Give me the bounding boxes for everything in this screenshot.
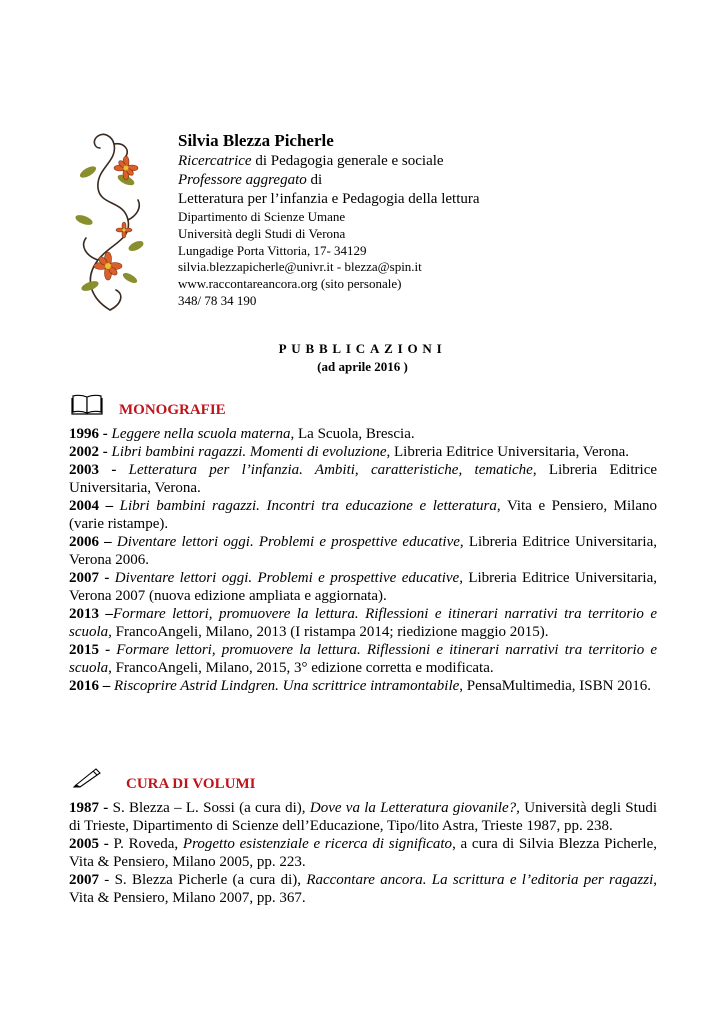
address: Lungadige Porta Vittoria, 17- 34129 bbox=[178, 242, 367, 258]
list-item: 2013 –Formare lettori, promuovere la lettura. Riflessioni e itinerari narrativi tra territorio e scuola, FrancoAngeli, Milano, 2013 (I ristampa 2014; riedizione maggio 2015). bbox=[69, 606, 657, 640]
curatele-heading: CURA DI VOLUMI bbox=[126, 776, 256, 792]
publications-subtitle: (ad aprile 2016 ) bbox=[317, 359, 408, 374]
university: Università degli Studi di Verona bbox=[178, 225, 346, 241]
book-icon bbox=[71, 393, 103, 415]
monografie-list bbox=[69, 425, 657, 695]
list-item: 1996 - Leggere nella scuola materna, La Scuola, Brescia. bbox=[69, 426, 415, 442]
list-item: 2007 - Diventare lettori oggi. Problemi e prospettive educative, Libreria Editrice Universitaria, Verona 2007 (nuova edizione ampliata e aggiornata). bbox=[69, 570, 657, 604]
phone: 348/ 78 34 190 bbox=[178, 292, 257, 308]
author-header bbox=[178, 130, 678, 310]
list-item: 2004 – Libri bambini ragazzi. Incontri tra educazione e letteratura, Vita e Pensiero, Milano (varie ristampe). bbox=[69, 498, 657, 532]
list-item: 2006 – Diventare lettori oggi. Problemi e prospettive educative, Libreria Editrice Universitaria, Verona 2006. bbox=[69, 534, 657, 568]
author-name: Silvia Blezza Picherle bbox=[178, 131, 334, 150]
list-item: 2003 - Letteratura per l’infanzia. Ambiti, caratteristiche, tematiche, Libreria Editrice Universitaria, Verona. bbox=[69, 462, 658, 496]
role-line-1: Ricercatrice di Pedagogia generale e sociale bbox=[178, 153, 444, 169]
department: Dipartimento di Scienze Umane bbox=[178, 209, 346, 224]
list-item: 1987 - S. Blezza – L. Sossi (a cura di), Dove va la Letteratura giovanile?, Università degli Studi di Trieste, Dipartimento di Scienze dell’Educazione, Tipo/lito Astra, Trieste 1987, pp. 238. bbox=[69, 800, 657, 834]
pencil-icon bbox=[72, 766, 102, 788]
monografie-heading: MONOGRAFIE bbox=[119, 402, 226, 418]
subject-line: Letteratura per l’infanzia e Pedagogia della lettura bbox=[178, 191, 480, 207]
floral-ornament bbox=[70, 128, 150, 312]
list-item: 2016 – Riscoprire Astrid Lindgren. Una scrittrice intramontabile, PensaMultimedia, ISBN 2016. bbox=[69, 678, 651, 694]
list-item: 2007 - S. Blezza Picherle (a cura di), Raccontare ancora. La scrittura e l’editoria per ragazzi, Vita & Pensiero, Milano 2007, pp. 367. bbox=[69, 872, 657, 906]
emails: silvia.blezzapicherle@univr.it - blezza@spin.it bbox=[178, 259, 422, 275]
website: www.raccontareancora.org (sito personale) bbox=[178, 276, 402, 292]
publications-title: PUBBLICAZIONI bbox=[278, 341, 447, 356]
role-line-2: Professore aggregato di bbox=[178, 172, 323, 188]
curatele-list bbox=[69, 799, 657, 907]
list-item: 2005 - P. Roveda, Progetto esistenziale e ricerca di significato, a cura di Silvia Blezza Picherle, Vita & Pensiero, Milano 2005, pp. 223. bbox=[69, 836, 658, 870]
list-item: 2002 - Libri bambini ragazzi. Momenti di evoluzione, Libreria Editrice Universitaria, Verona. bbox=[69, 444, 630, 460]
list-item: 2015 - Formare lettori, promuovere la lettura. Riflessioni e itinerari narrativi tra territorio e scuola, FrancoAngeli, Milano, 2015, 3° edizione corretta e modificata. bbox=[69, 642, 657, 676]
